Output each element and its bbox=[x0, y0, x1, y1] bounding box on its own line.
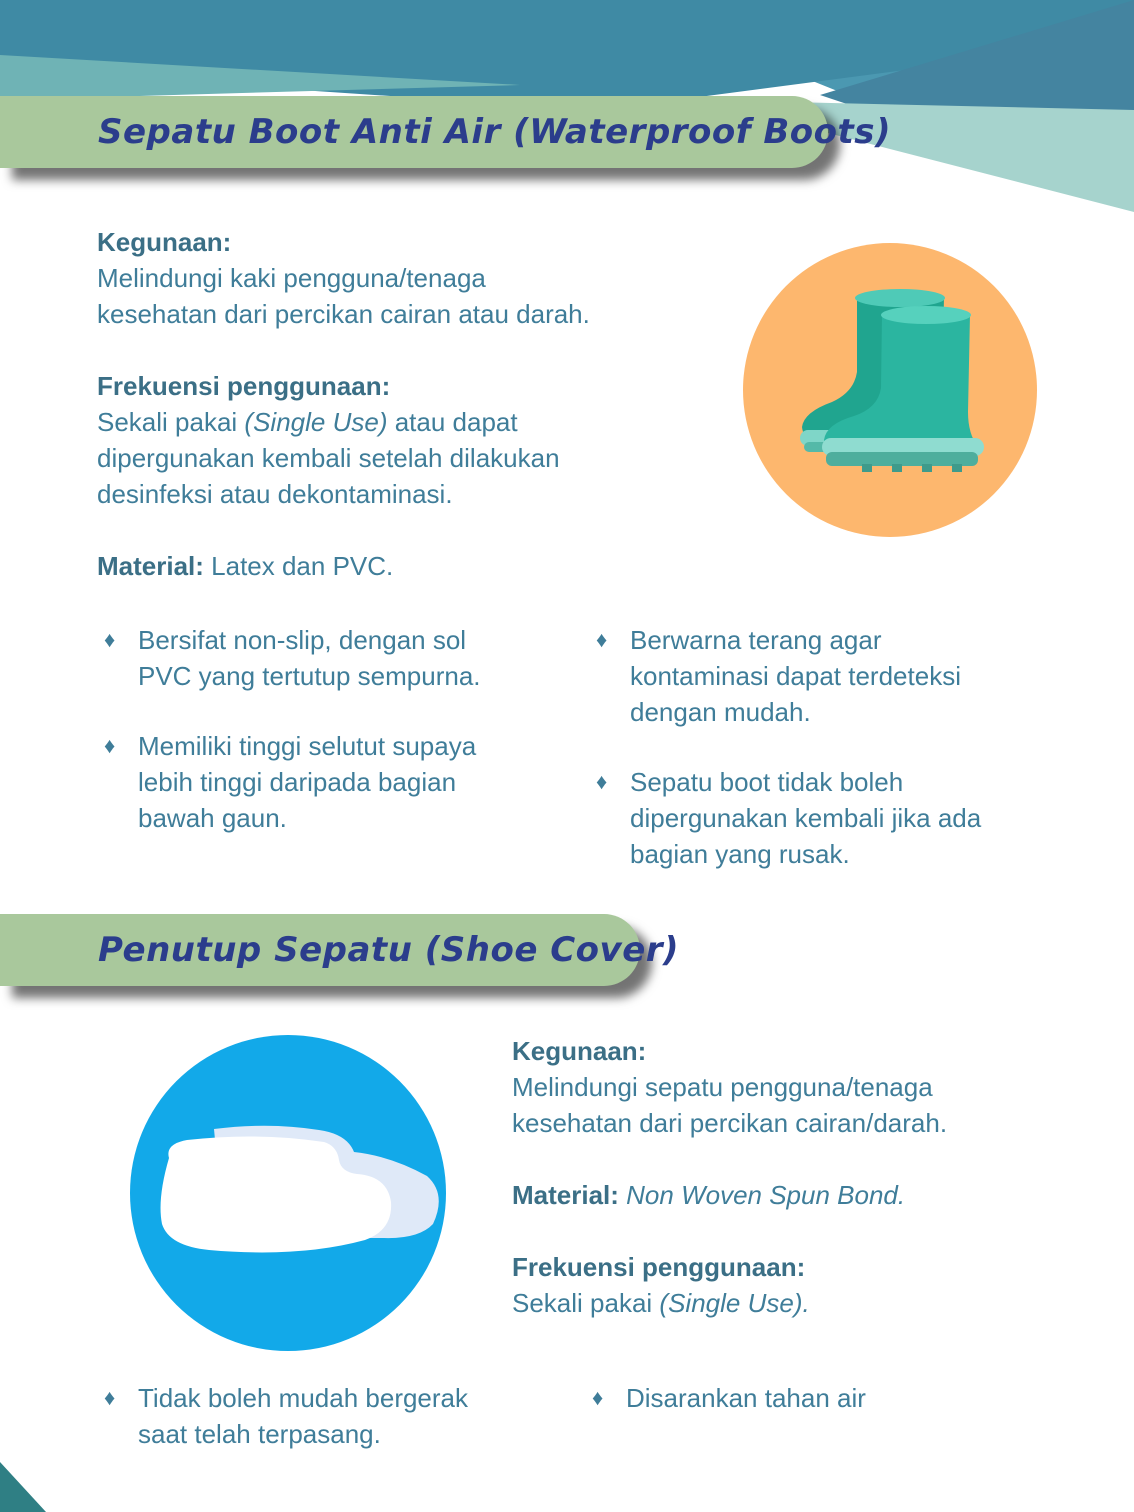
section2-kegunaan-label: Kegunaan: bbox=[512, 1036, 647, 1066]
section1-info bbox=[97, 224, 717, 584]
list-item bbox=[592, 622, 1062, 730]
section1-title: Sepatu Boot Anti Air (Waterproof Boots) bbox=[98, 112, 892, 152]
section2-material-label: Material: bbox=[512, 1180, 619, 1210]
bullet-line: bagian yang rusak. bbox=[630, 839, 850, 869]
section2-frekuensi-label: Frekuensi penggunaan: bbox=[512, 1252, 806, 1282]
section2-kegunaan-line2: kesehatan dari percikan cairan/darah. bbox=[512, 1108, 948, 1138]
section2-kegunaan-line1: Melindungi sepatu pengguna/tenaga bbox=[512, 1072, 933, 1102]
bullet-line: Sepatu boot tidak boleh bbox=[630, 767, 904, 797]
section1-title-banner bbox=[0, 96, 892, 168]
list-item bbox=[100, 1380, 560, 1452]
section1-frekuensi-line1 bbox=[97, 404, 717, 440]
section2-bullets-right bbox=[588, 1380, 1058, 1450]
list-item bbox=[588, 1380, 1058, 1416]
section1-material-value: Latex dan PVC. bbox=[203, 551, 394, 581]
bullet-line: dengan mudah. bbox=[630, 697, 811, 727]
diamond-bullet-icon: ♦ bbox=[596, 769, 608, 794]
rubber-boots-icon bbox=[742, 242, 1038, 538]
bullet-line: kontaminasi dapat terdeteksi bbox=[630, 661, 961, 691]
section1-frekuensi-line3: desinfeksi atau dekontaminasi. bbox=[97, 479, 453, 509]
bullet-line: Memiliki tinggi selutut supaya bbox=[138, 731, 477, 761]
bullet-line: Tidak boleh mudah bergerak bbox=[138, 1383, 469, 1413]
bullet-line: dipergunakan kembali jika ada bbox=[630, 803, 982, 833]
section1-kegunaan-label: Kegunaan: bbox=[97, 227, 232, 257]
diamond-bullet-icon: ♦ bbox=[596, 627, 608, 652]
section1-material bbox=[97, 548, 717, 584]
section2-info bbox=[512, 1033, 1072, 1321]
bullet-line: bawah gaun. bbox=[138, 803, 287, 833]
section2-frekuensi-line1 bbox=[512, 1285, 1072, 1321]
list-item bbox=[592, 764, 1062, 872]
diamond-bullet-icon: ♦ bbox=[104, 733, 116, 758]
section1-material-label: Material: bbox=[97, 551, 204, 581]
section2-material bbox=[512, 1177, 1072, 1213]
diamond-bullet-icon: ♦ bbox=[104, 1385, 116, 1410]
list-item bbox=[100, 622, 560, 694]
section2-frekuensi-pre: Sekali pakai bbox=[512, 1288, 660, 1318]
section1-kegunaan-line1: Melindungi kaki pengguna/tenaga bbox=[97, 263, 486, 293]
bullet-line: saat telah terpasang. bbox=[138, 1419, 381, 1449]
section1-kegunaan-line2: kesehatan dari percikan cairan atau darah. bbox=[97, 299, 590, 329]
section1-frekuensi-italic: (Single Use) bbox=[244, 407, 388, 437]
section1-bullets-right bbox=[592, 622, 1062, 906]
section2-title: Penutup Sepatu (Shoe Cover) bbox=[98, 930, 680, 970]
list-item bbox=[100, 728, 560, 836]
bullet-line: Disarankan tahan air bbox=[626, 1383, 866, 1413]
section1-frekuensi-label: Frekuensi penggunaan: bbox=[97, 371, 391, 401]
bullet-line: PVC yang tertutup sempurna. bbox=[138, 661, 481, 691]
bullet-line: Bersifat non-slip, dengan sol bbox=[138, 625, 467, 655]
diamond-bullet-icon: ♦ bbox=[104, 627, 116, 652]
shoe-cover-icon bbox=[129, 1034, 447, 1352]
section1-frekuensi-line2: dipergunakan kembali setelah dilakukan bbox=[97, 443, 560, 473]
section2-title-banner bbox=[0, 914, 680, 986]
section2-frekuensi-italic: (Single Use). bbox=[659, 1288, 810, 1318]
diamond-bullet-icon: ♦ bbox=[592, 1385, 604, 1410]
section1-frekuensi-post: atau dapat bbox=[387, 407, 518, 437]
section2-bullets-left bbox=[100, 1380, 560, 1486]
section2-material-value: Non Woven Spun Bond. bbox=[618, 1180, 906, 1210]
section1-frekuensi-pre: Sekali pakai bbox=[97, 407, 245, 437]
section1-bullets-left bbox=[100, 622, 560, 870]
bullet-line: lebih tinggi daripada bagian bbox=[138, 767, 457, 797]
corner-decoration bbox=[0, 1462, 60, 1512]
bullet-line: Berwarna terang agar bbox=[630, 625, 882, 655]
